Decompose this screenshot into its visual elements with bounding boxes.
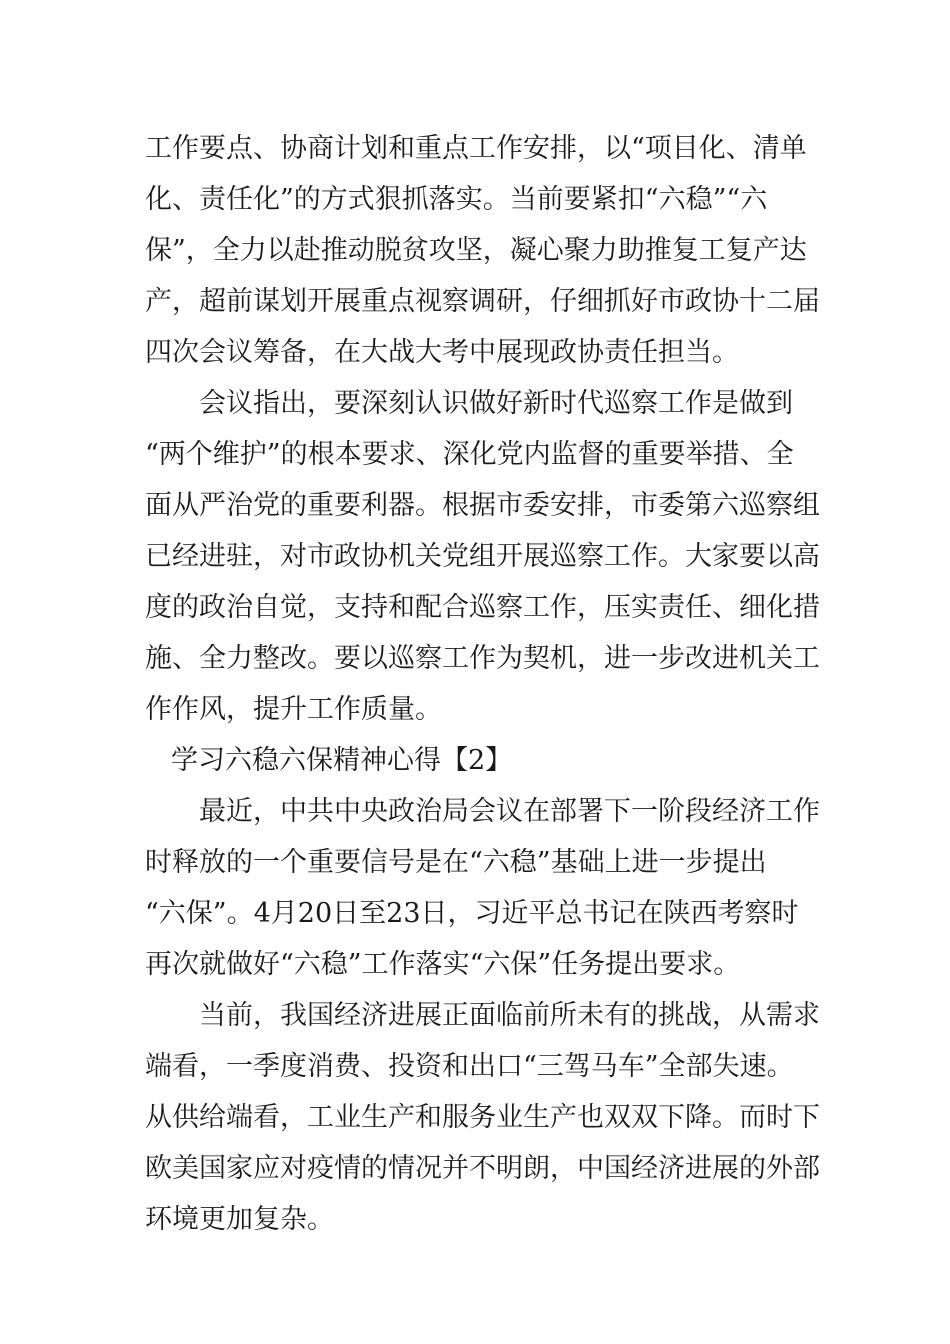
text-line: 产，超前谋划开展重点视察调研，仔细抓好市政协十二届 <box>145 286 820 317</box>
text-line: “两个维护”的根本要求、深化党内监督的重要举措、全 <box>145 439 794 470</box>
text-line: 四次会议筹备，在大战大考中展现政协责任担当。 <box>145 337 739 368</box>
text-line: 保”，全力以赴推动脱贫攻坚，凝心聚力助推复工复产达 <box>145 235 807 266</box>
text-line: 端看，一季度消费、投资和出口“三驾马车”全部失速。 <box>145 1051 794 1082</box>
paragraph-3 <box>145 786 820 990</box>
text-line: 施、全力整改。要以巡察工作为契机，进一步改进机关工 <box>145 643 820 674</box>
text-line: 已经进驻，对市政协机关党组开展巡察工作。大家要以高 <box>145 541 820 572</box>
paragraph-2 <box>145 378 820 735</box>
document-body <box>145 123 820 1245</box>
text-line: 环境更加复杂。 <box>145 1204 334 1235</box>
text-line: 欧美国家应对疫情的情况并不明朗，中国经济进展的外部 <box>145 1153 820 1184</box>
text-line: 度的政治自觉，支持和配合巡察工作，压实责任、细化措 <box>145 592 820 623</box>
text-line: 作作风，提升工作质量。 <box>145 694 442 725</box>
section-heading: 学习六稳六保精神心得【2】 <box>171 745 513 776</box>
text-line: 当前，我国经济进展正面临前所未有的挑战，从需求 <box>199 1000 820 1031</box>
text-line: 工作要点、协商计划和重点工作安排，以“项目化、清单 <box>145 133 807 164</box>
paragraph-4 <box>145 990 820 1245</box>
text-line: 时释放的一个重要信号是在“六稳”基础上进一步提出 <box>145 847 767 878</box>
text-line: 从供给端看，工业生产和服务业生产也双双下降。而时下 <box>145 1102 820 1133</box>
text-line: “六保”。4月20日至23日，习近平总书记在陕西考察时 <box>145 898 799 929</box>
text-line: 最近，中共中央政治局会议在部署下一阶段经济工作 <box>199 796 820 827</box>
text-line: 化、责任化”的方式狠抓落实。当前要紧扣“六稳”“六 <box>145 184 768 215</box>
paragraph-1 <box>145 123 820 378</box>
text-line: 面从严治党的重要利器。根据市委安排，市委第六巡察组 <box>145 490 820 521</box>
text-line: 再次就做好“六稳”工作落实“六保”任务提出要求。 <box>145 949 741 980</box>
text-line: 会议指出，要深刻认识做好新时代巡察工作是做到 <box>199 388 793 419</box>
